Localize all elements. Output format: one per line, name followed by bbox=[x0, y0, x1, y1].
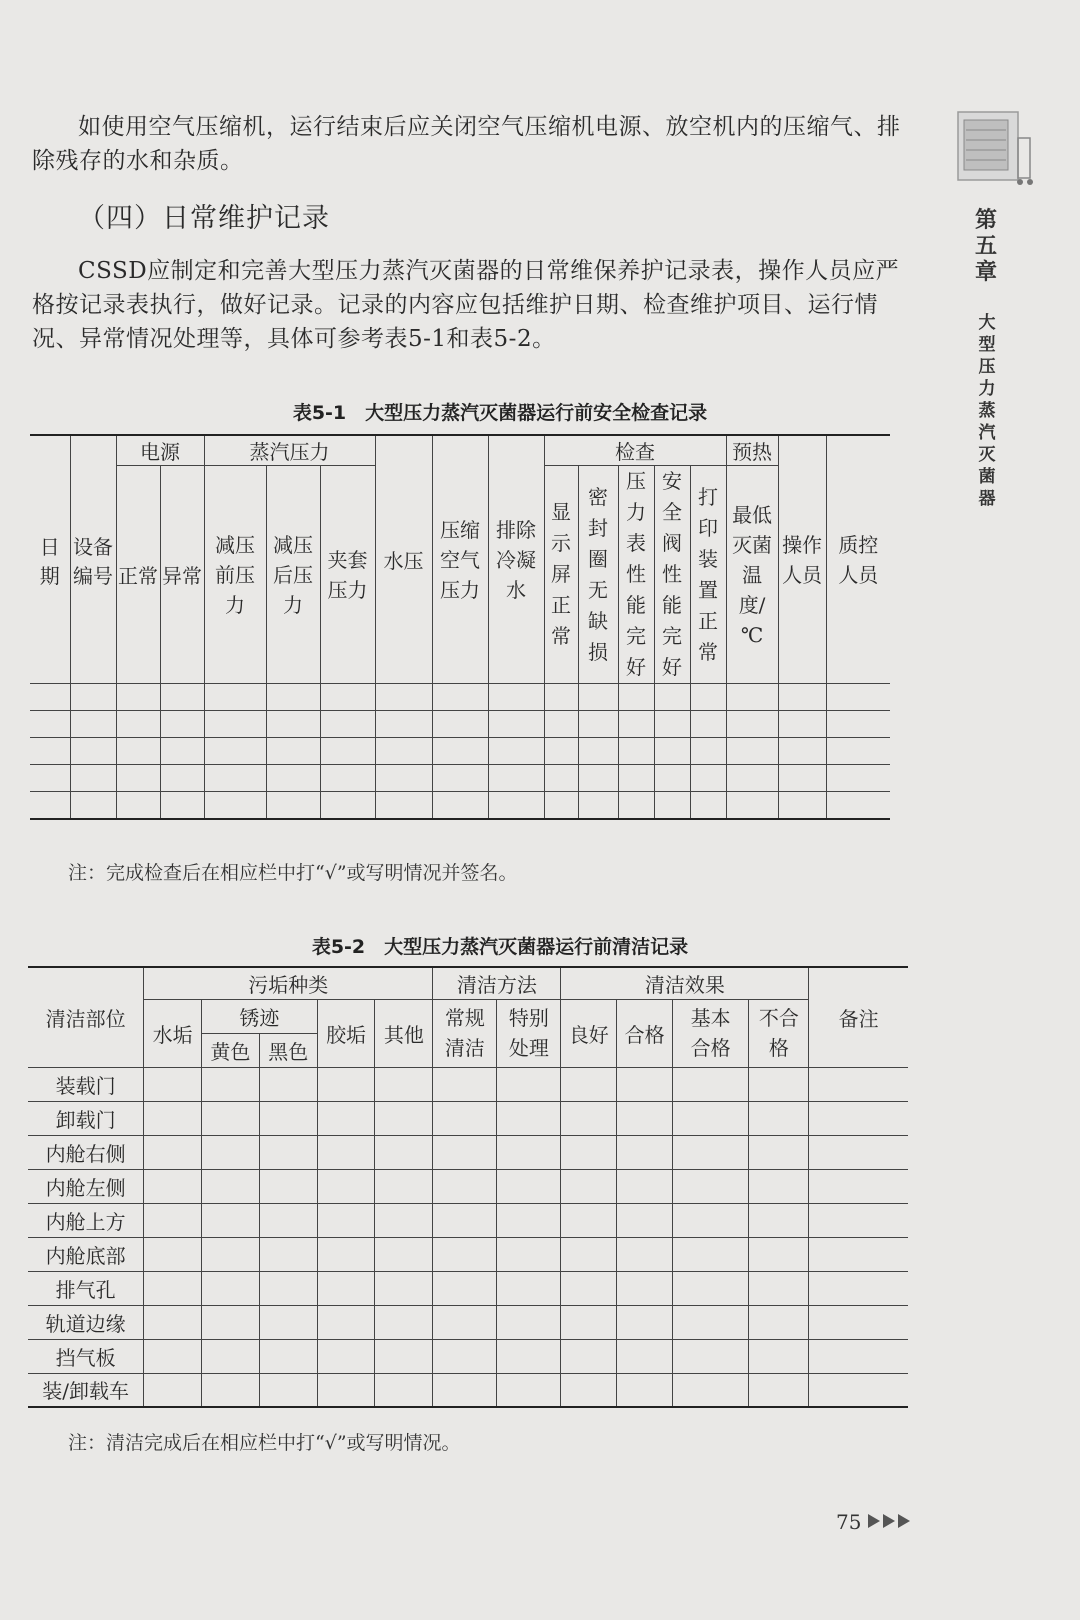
header-good: 良好 bbox=[561, 999, 617, 1067]
header-power-abnormal: 异常 bbox=[160, 466, 204, 684]
header-scale: 水垢 bbox=[144, 999, 202, 1067]
header-fail: 不合格 bbox=[749, 999, 809, 1067]
table2-caption: 表5-2 大型压力蒸汽灭菌器运行前清洁记录 bbox=[311, 936, 689, 958]
header-routine: 常规清洁 bbox=[433, 999, 497, 1067]
header-printer-ok: 打印装置正常 bbox=[690, 466, 726, 684]
table-row: 排气孔 bbox=[28, 1271, 908, 1305]
header-check: 检查 bbox=[544, 435, 726, 466]
table2-note: 注：清洁完成后在相应栏中打“√”或写明情况。 bbox=[68, 1432, 461, 1454]
table1-note: 注：完成检查后在相应栏中打“√”或写明情况并签名。 bbox=[68, 862, 518, 884]
table-row: 内舱右侧 bbox=[28, 1135, 908, 1169]
header-pressure-before: 减压前压力 bbox=[204, 466, 266, 684]
header-special: 特别处理 bbox=[497, 999, 561, 1067]
header-drain-condensate: 排除冷凝水 bbox=[488, 435, 544, 684]
header-min-temp: 最低灭菌温度/℃ bbox=[726, 466, 778, 684]
header-dirt-type: 污垢种类 bbox=[144, 967, 433, 999]
sterilizer-photo-icon bbox=[956, 108, 1034, 188]
header-basic-pass: 基本合格 bbox=[672, 999, 748, 1067]
table1-safety-check bbox=[30, 434, 890, 820]
page-number: 75 bbox=[836, 1510, 862, 1534]
header-operator: 操作人员 bbox=[778, 435, 826, 684]
header-steam-pressure: 蒸汽压力 bbox=[204, 435, 375, 466]
table2-cleaning-record bbox=[28, 966, 908, 1408]
header-rust-yellow: 黄色 bbox=[202, 1033, 260, 1067]
header-clean-effect: 清洁效果 bbox=[561, 967, 809, 999]
header-display-ok: 显示屏正常 bbox=[544, 466, 578, 684]
header-power: 电源 bbox=[116, 435, 204, 466]
header-qc-staff: 质控人员 bbox=[826, 435, 890, 684]
header-rust-black: 黑色 bbox=[259, 1033, 317, 1067]
header-other: 其他 bbox=[375, 999, 433, 1067]
header-compressed-air: 压缩空气压力 bbox=[432, 435, 488, 684]
header-rust: 锈迹 bbox=[202, 999, 318, 1033]
section-heading: （四）日常维护记录 bbox=[78, 203, 330, 234]
chapter-label: 第五章 bbox=[974, 208, 997, 285]
header-remark: 备注 bbox=[809, 967, 908, 1067]
table-row: 内舱上方 bbox=[28, 1203, 908, 1237]
paragraph-maintenance: CSSD应制定和完善大型压力蒸汽灭菌器的日常维保养护记录表，操作人员应严格按记录表执行，做好记录。记录的内容应包括维护日期、检查维护项目、运行情况、异常情况处理等，具体可参考表5-1和表5-2。 bbox=[32, 258, 900, 352]
header-pass: 合格 bbox=[617, 999, 673, 1067]
chapter-title-vertical: 大型压力蒸汽灭菌器 bbox=[978, 313, 996, 509]
header-clean-part: 清洁部位 bbox=[28, 967, 144, 1067]
header-preheat: 预热 bbox=[726, 435, 778, 466]
table-row: 内舱左侧 bbox=[28, 1169, 908, 1203]
header-seal-intact: 密封圈无缺损 bbox=[578, 466, 618, 684]
header-pressure-after: 减压后压力 bbox=[266, 466, 320, 684]
table-row: 装/卸载车 bbox=[28, 1373, 908, 1407]
table-row: 内舱底部 bbox=[28, 1237, 908, 1271]
table-row: 挡气板 bbox=[28, 1339, 908, 1373]
header-date: 日期 bbox=[30, 435, 70, 684]
header-device-number: 设备编号 bbox=[70, 435, 116, 684]
header-jacket-pressure: 夹套压力 bbox=[320, 466, 375, 684]
header-power-normal: 正常 bbox=[116, 466, 160, 684]
table-row: 轨道边缘 bbox=[28, 1305, 908, 1339]
header-safety-valve-ok: 安全阀性能完好 bbox=[654, 466, 690, 684]
table-row: 卸载门 bbox=[28, 1101, 908, 1135]
header-glue: 胶垢 bbox=[317, 999, 375, 1067]
paragraph-compressor: 如使用空气压缩机，运行结束后应关闭空气压缩机电源、放空机内的压缩气、排除残存的水和杂质。 bbox=[32, 114, 901, 174]
header-clean-method: 清洁方法 bbox=[433, 967, 561, 999]
table1-caption: 表5-1 大型压力蒸汽灭菌器运行前安全检查记录 bbox=[292, 402, 708, 424]
header-gauge-ok: 压力表性能完好 bbox=[618, 466, 654, 684]
table-row: 装载门 bbox=[28, 1067, 908, 1101]
header-water-pressure: 水压 bbox=[375, 435, 432, 684]
page-arrows-icon bbox=[866, 1512, 914, 1530]
